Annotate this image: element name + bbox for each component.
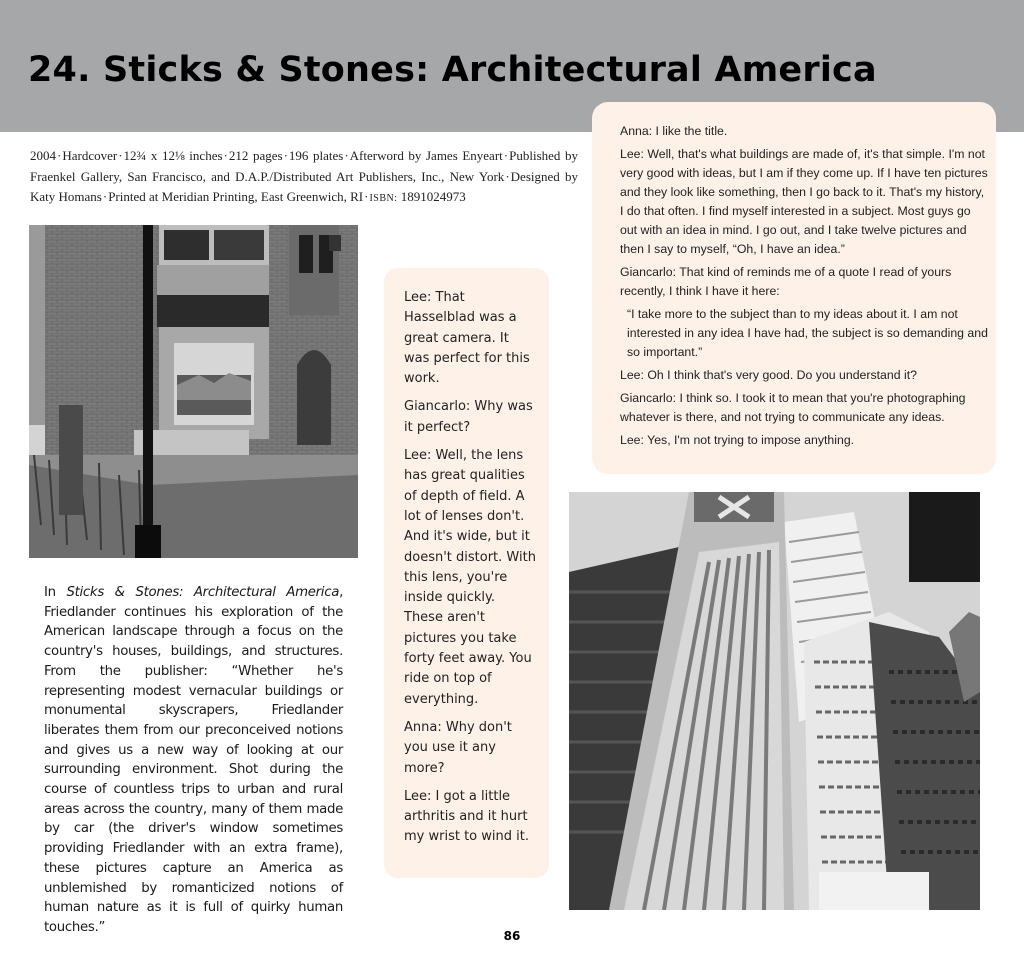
interview-line: Giancarlo: Why was it perfect? — [404, 399, 533, 435]
publication-info: 2004·Hardcover·12¾ x 12⅛ inches·212 pages·196 plates·Afterword by James Enyeart·Published by Fraenkel Gallery, San Francisco, and D.A.P./Distributed Art Publishers, Inc., New York·Designed by Katy Homans·Printed at Meridian Printing, East Greenwich, RI·ISBN: 1891024973 — [30, 148, 578, 204]
interview-line: Giancarlo: That kind of reminds me of a quote I read of yours recently, I think I have it here: — [620, 265, 952, 298]
interview-line: Giancarlo: I think so. I took it to mean that you're photographing whatever is there, and not trying to communicate any ideas. — [620, 391, 966, 424]
interview-line: Lee: Well, the lens has great qualities of depth of field. A lot of lenses don't. And it's wide, but it doesn't distort. With this lens, you're inside quickly. These aren't pictures you take forty feet away. You ride on top of everything. — [404, 448, 536, 707]
skyscrapers-photo — [569, 492, 980, 910]
pub-afterword: Afterword by James Enyeart — [349, 148, 503, 163]
interview-line: Lee: That Hasselblad was a great camera. It was perfect for this work. — [404, 290, 530, 387]
book-title: Sticks & Stones: Architectural America — [66, 585, 340, 600]
pub-publisher: Published by Fraenkel Gallery, San Francisco, and D.A.P./Distributed Art Publishers, Inc., New York — [30, 148, 578, 184]
interview-sidebar-top — [592, 102, 996, 474]
interview-line: Lee: Oh I think that's very good. Do you understand it? — [620, 368, 917, 382]
body-paragraph — [44, 583, 343, 938]
page-title: 24. Sticks & Stones: Architectural America — [28, 50, 877, 90]
body-prefix: In — [44, 585, 67, 600]
pub-dimensions: 12¾ x 12⅛ inches — [123, 148, 223, 163]
interview-line: Lee: Well, that's what buildings are made of, it's that simple. I'm not very good with ideas, but I am if they come up. If I have ten pictures and they look like something, then I go back to it. That's my history, I do that often. I find myself interested in a subject. Most guys go out with an idea in mind. I go out, and I take twelve pictures and then I say to myself, “Oh, I have an idea.” — [620, 147, 988, 256]
page-number: 86 — [503, 929, 521, 943]
pub-printer: Printed at Meridian Printing, East Greenwich, RI — [108, 189, 364, 204]
body-text: , Friedlander continues his exploration of the American landscape through a focus on the country's houses, buildings, and structures. From the publisher: “Whether he's representing modest vernacular buildings or monumental skyscrapers, Friedlander liberates them from our preconceived notions and gives us a new way of looking at our surrounding environment. Shot during the course of countless trips to urban and rural areas across the country, many of them made by car (the driver's window sometimes providing Friedlander with an extra frame), these pictures capture an America as unblemished by romanticized notions of human nature as it is full of quirky human touches.” — [44, 585, 343, 935]
pub-plates: 196 plates — [288, 148, 344, 163]
storefront-photo — [29, 225, 358, 558]
interview-quote: “I take more to the subject than to my ideas about it. I am not interested in any idea I have had, the subject is so demanding and so important.” — [627, 307, 988, 359]
isbn-label: ISBN: — [369, 193, 398, 204]
interview-line: Lee: I got a little arthritis and it hurt my wrist to wind it. — [404, 788, 529, 845]
pub-format: Hardcover — [62, 148, 118, 163]
interview-line: Anna: I like the title. — [620, 124, 728, 138]
pub-designer: Designed by Katy Homans — [30, 168, 578, 204]
isbn-value: 1891024973 — [400, 189, 466, 204]
interview-sidebar-middle — [384, 268, 549, 878]
interview-line: Lee: Yes, I'm not trying to impose anything. — [620, 433, 855, 447]
interview-line: Anna: Why don't you use it any more? — [404, 719, 512, 776]
pub-year: 2004 — [30, 148, 56, 163]
pub-pages: 212 pages — [228, 148, 283, 163]
